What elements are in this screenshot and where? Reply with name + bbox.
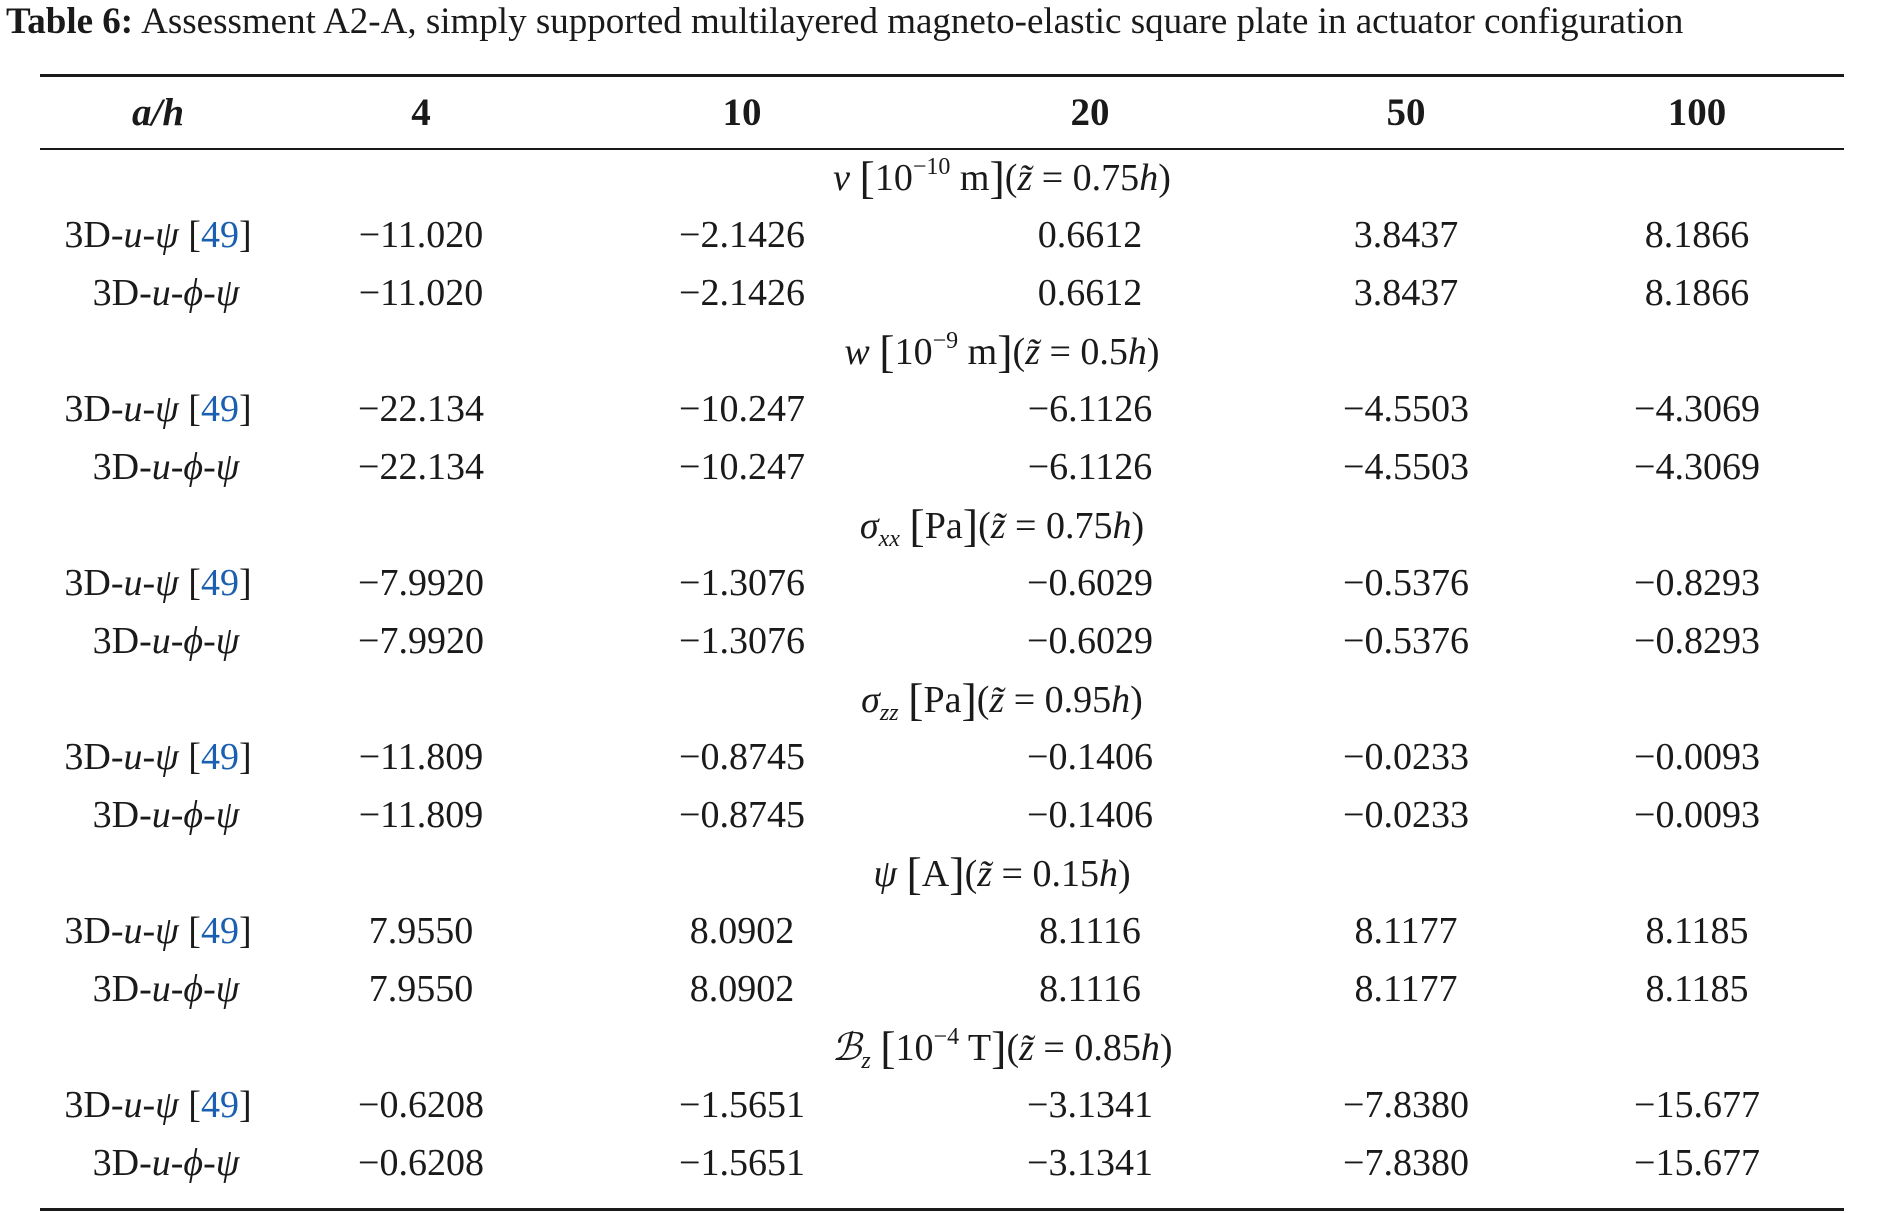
table-caption [6, 0, 1683, 44]
table-cell: −0.0233 [1343, 736, 1469, 778]
method-psi: ψ [155, 1084, 179, 1126]
method-prefix: 3D- [92, 620, 152, 662]
section-heading [40, 496, 1844, 554]
method-dash: - [203, 620, 216, 662]
table-body [40, 148, 1844, 1192]
unit-bracket-open: [ [880, 1021, 896, 1073]
citation-link[interactable]: 49 [200, 910, 239, 952]
method-dash: - [170, 1142, 184, 1184]
paren-open: ( [1006, 1026, 1020, 1069]
method-present [40, 438, 276, 496]
method-dash: - [170, 272, 184, 314]
z-value: = 0.15 [992, 852, 1099, 895]
method-dash: - [142, 562, 156, 604]
citation-close: ] [238, 910, 252, 952]
method-u: u [151, 794, 171, 836]
z-h: h [1139, 156, 1159, 199]
table-cell: −4.5503 [1343, 446, 1469, 488]
table-cell: 7.9550 [368, 968, 474, 1010]
method-u: u [123, 1084, 143, 1126]
method-dash: - [203, 968, 216, 1010]
quantity-symbol: v [833, 156, 851, 199]
method-present [40, 960, 276, 1018]
paren-close: ) [1158, 156, 1171, 199]
unit-name: Pa [923, 678, 962, 721]
table-row [40, 1076, 1844, 1134]
table-cell: 0.6612 [1037, 272, 1143, 314]
citation-link[interactable]: 49 [200, 388, 239, 430]
section-heading-row [40, 844, 1844, 902]
table-cell: 8.1866 [1644, 214, 1750, 256]
table-cell: −0.1406 [1027, 736, 1153, 778]
table-cell: −7.8380 [1343, 1084, 1469, 1126]
method-phi: ϕ [183, 1142, 204, 1184]
citation-close: ] [238, 736, 252, 778]
method-dash: - [170, 620, 184, 662]
citation-close: ] [238, 214, 252, 256]
unit-bracket-close: ] [961, 673, 977, 725]
unit-bracket-open: [ [906, 847, 922, 899]
unit-exponent: −4 [933, 1023, 960, 1050]
method-reference [40, 1076, 276, 1134]
table-cell: −0.6029 [1027, 620, 1153, 662]
method-u: u [123, 910, 143, 952]
section-heading-row [40, 670, 1844, 728]
table-cell: −0.8745 [679, 794, 805, 836]
paren-open: ( [976, 678, 990, 721]
z-value: = 0.5 [1039, 330, 1128, 373]
table-cell: 8.1866 [1644, 272, 1750, 314]
method-u: u [151, 272, 171, 314]
method-dash: - [203, 272, 216, 314]
table-cell: −11.809 [358, 794, 484, 836]
table-cell: −10.247 [679, 388, 805, 430]
method-dash: - [142, 214, 156, 256]
table-cell: 3.8437 [1353, 272, 1459, 314]
unit-bracket-open: [ [909, 499, 925, 551]
unit-bracket-close: ] [962, 499, 979, 551]
method-reference [40, 902, 276, 960]
table-row [40, 554, 1844, 612]
table-row [40, 1134, 1844, 1192]
method-reference [40, 206, 276, 264]
method-phi: ϕ [183, 794, 204, 836]
unit-name: T [959, 1026, 992, 1069]
method-prefix: 3D- [92, 794, 152, 836]
citation-close: ] [238, 562, 252, 604]
unit-bracket-close: ] [989, 151, 1005, 203]
table-cell: −0.0233 [1343, 794, 1469, 836]
paren-close: ) [1131, 504, 1145, 547]
citation-link[interactable]: 49 [200, 1084, 239, 1126]
unit-bracket-close: ] [991, 1021, 1007, 1073]
header-col: 10 [722, 90, 762, 134]
table-cell: −4.5503 [1343, 388, 1469, 430]
paren-open: ( [964, 852, 978, 895]
quantity-symbol: ψ [873, 852, 897, 895]
table-cell: 7.9550 [368, 910, 474, 952]
table-cell: −1.5651 [679, 1084, 805, 1126]
paren-close: ) [1130, 678, 1143, 721]
method-psi: ψ [155, 388, 179, 430]
method-dash: - [170, 968, 184, 1010]
method-prefix: 3D- [64, 910, 124, 952]
z-symbol: z̃ [990, 504, 1006, 547]
table-cell: 8.1116 [1039, 910, 1141, 952]
header-row [40, 76, 1844, 148]
method-u: u [123, 214, 143, 256]
table-cell: −0.6029 [1027, 562, 1153, 604]
table-cell: −15.677 [1634, 1142, 1760, 1184]
table-cell: −0.0093 [1634, 736, 1760, 778]
quantity-symbol: w [844, 330, 870, 373]
section-heading-row [40, 322, 1844, 380]
unit-name: A [921, 852, 950, 895]
table-cell: −6.1126 [1027, 446, 1153, 488]
table-cell: −0.8293 [1634, 562, 1760, 604]
method-u: u [123, 562, 143, 604]
citation-open: [ [178, 562, 201, 604]
header-col: 20 [1070, 90, 1110, 134]
method-present [40, 264, 276, 322]
method-phi: ϕ [183, 620, 204, 662]
unit-name: Pa [924, 504, 963, 547]
table-cell: 8.1177 [1354, 968, 1458, 1010]
header-a-over-h: a/h [131, 90, 185, 134]
quantity-symbol: σ [861, 678, 880, 721]
unit-base: 10 [894, 330, 933, 373]
method-reference [40, 554, 276, 612]
unit-name: m [958, 330, 998, 373]
method-phi: ϕ [183, 272, 204, 314]
unit-bracket-close: ] [949, 847, 965, 899]
table-cell: −3.1341 [1027, 1084, 1153, 1126]
table-label: Table 6: [6, 1, 134, 42]
table-cell: 3.8437 [1353, 214, 1459, 256]
paren-close: ) [1159, 1026, 1173, 1069]
section-heading [40, 148, 1844, 206]
z-value: = 0.95 [1004, 678, 1112, 721]
method-reference [40, 380, 276, 438]
table-cell: −2.1426 [679, 214, 805, 256]
method-dash: - [170, 446, 184, 488]
table-cell: −22.134 [358, 446, 484, 488]
header-col: 50 [1386, 90, 1426, 134]
quantity-symbol: ℬ [831, 1026, 862, 1069]
method-u: u [123, 736, 143, 778]
section-heading [40, 322, 1844, 380]
method-prefix: 3D- [64, 736, 124, 778]
method-psi: ψ [215, 794, 240, 836]
citation-link[interactable]: 49 [200, 562, 239, 604]
z-h: h [1140, 1026, 1160, 1069]
method-dash: - [142, 388, 156, 430]
paren-open: ( [1004, 156, 1018, 199]
citation-link[interactable]: 49 [200, 736, 239, 778]
method-prefix: 3D- [64, 1084, 124, 1126]
method-psi: ψ [155, 562, 179, 604]
method-u: u [151, 446, 171, 488]
table-cell: −7.8380 [1343, 1142, 1469, 1184]
quantity-subscript: zz [879, 699, 899, 726]
z-symbol: z̃ [1017, 156, 1033, 199]
z-symbol: z̃ [989, 678, 1005, 721]
unit-bracket-open: [ [908, 673, 924, 725]
table-row [40, 612, 1844, 670]
unit-exponent: −9 [932, 327, 959, 354]
paren-close: ) [1117, 852, 1131, 895]
table-cell: −11.020 [358, 272, 484, 314]
table-row [40, 786, 1844, 844]
table-cell: −3.1341 [1027, 1142, 1153, 1184]
method-phi: ϕ [183, 968, 204, 1010]
method-dash: - [142, 910, 156, 952]
method-psi: ψ [215, 620, 240, 662]
method-present [40, 1134, 276, 1192]
table-cell: −0.8745 [679, 736, 805, 778]
section-heading [40, 1018, 1844, 1076]
unit-exponent: −10 [912, 153, 951, 180]
table-cell: 8.1185 [1645, 968, 1749, 1010]
table-cell: −10.247 [679, 446, 805, 488]
z-value: = 0.75 [1032, 156, 1140, 199]
table-row [40, 438, 1844, 496]
table-row [40, 380, 1844, 438]
table-cell: −7.9920 [358, 620, 484, 662]
method-dash: - [142, 736, 156, 778]
caption-text: Assessment A2-A, simply supported multilayered magneto-elastic square plate in actuator configuration [141, 1, 1684, 42]
header-col: 4 [411, 90, 431, 134]
table-cell: −11.809 [358, 736, 484, 778]
table-cell: 8.0902 [689, 968, 795, 1010]
citation-open: [ [178, 388, 201, 430]
table-cell: −0.0093 [1634, 794, 1760, 836]
table-cell: −0.5376 [1343, 562, 1469, 604]
z-h: h [1111, 678, 1131, 721]
table-cell: −22.134 [358, 388, 484, 430]
method-prefix: 3D- [64, 214, 124, 256]
table-row [40, 960, 1844, 1018]
unit-bracket-open: [ [879, 325, 895, 377]
z-symbol: z̃ [1025, 330, 1040, 373]
table-cell: 8.1116 [1039, 968, 1141, 1010]
table-cell: −4.3069 [1634, 446, 1760, 488]
unit-base: 10 [874, 156, 913, 199]
method-dash: - [170, 794, 184, 836]
method-u: u [123, 388, 143, 430]
method-dash: - [203, 794, 216, 836]
quantity-symbol: σ [859, 504, 879, 547]
bottom-rule [40, 1208, 1844, 1211]
table-cell: 0.6612 [1037, 214, 1143, 256]
section-heading-row [40, 496, 1844, 554]
unit-name: m [950, 156, 990, 199]
table-cell: −1.3076 [679, 562, 805, 604]
method-psi: ψ [215, 968, 240, 1010]
table-cell: −0.5376 [1343, 620, 1469, 662]
method-prefix: 3D- [92, 1142, 152, 1184]
table-cell: −7.9920 [358, 562, 484, 604]
results-table [40, 76, 1844, 1192]
method-psi: ψ [155, 736, 179, 778]
table-row [40, 728, 1844, 786]
unit-bracket-close: ] [997, 325, 1013, 377]
table-cell: 8.1177 [1354, 910, 1458, 952]
paren-open: ( [1012, 330, 1026, 373]
section-heading [40, 844, 1844, 902]
method-psi: ψ [215, 1142, 240, 1184]
section-heading-row [40, 148, 1844, 206]
z-h: h [1112, 504, 1132, 547]
table-row [40, 206, 1844, 264]
quantity-subscript: xx [878, 525, 900, 552]
table-cell: −2.1426 [679, 272, 805, 314]
unit-bracket-open: [ [859, 151, 875, 203]
citation-open: [ [178, 910, 201, 952]
z-value: = 0.75 [1005, 504, 1113, 547]
method-u: u [151, 968, 171, 1010]
paren-open: ( [978, 504, 991, 547]
table-cell: 8.1185 [1645, 910, 1749, 952]
table-cell: −1.3076 [679, 620, 805, 662]
method-prefix: 3D- [92, 968, 152, 1010]
quantity-subscript: z [861, 1047, 871, 1074]
citation-link[interactable]: 49 [200, 214, 239, 256]
z-h: h [1098, 852, 1118, 895]
citation-close: ] [238, 388, 252, 430]
z-value: = 0.85 [1033, 1026, 1141, 1069]
method-present [40, 786, 276, 844]
method-dash: - [142, 1084, 156, 1126]
table-cell: 8.0902 [689, 910, 795, 952]
method-phi: ϕ [183, 446, 204, 488]
unit-base: 10 [895, 1026, 934, 1069]
method-present [40, 612, 276, 670]
method-psi: ψ [215, 446, 240, 488]
method-dash: - [203, 446, 216, 488]
method-reference [40, 728, 276, 786]
table-cell: −0.6208 [358, 1084, 484, 1126]
z-symbol: z̃ [977, 852, 993, 895]
table-cell: −0.1406 [1027, 794, 1153, 836]
table-cell: −1.5651 [679, 1142, 805, 1184]
method-psi: ψ [215, 272, 240, 314]
method-dash: - [203, 1142, 216, 1184]
table-row [40, 264, 1844, 322]
table-cell: −0.6208 [358, 1142, 484, 1184]
section-heading-row [40, 1018, 1844, 1076]
table-cell: −6.1126 [1027, 388, 1153, 430]
table-row [40, 902, 1844, 960]
table-cell: −15.677 [1634, 1084, 1760, 1126]
header-col: 100 [1667, 90, 1727, 134]
citation-open: [ [178, 214, 201, 256]
table-cell: −11.020 [358, 214, 484, 256]
section-heading [40, 670, 1844, 728]
paren-close: ) [1146, 330, 1160, 373]
method-prefix: 3D- [64, 388, 124, 430]
method-prefix: 3D- [92, 446, 152, 488]
citation-close: ] [238, 1084, 252, 1126]
table-cell: −4.3069 [1634, 388, 1760, 430]
citation-open: [ [178, 1084, 201, 1126]
method-psi: ψ [155, 214, 179, 256]
method-u: u [151, 620, 171, 662]
method-prefix: 3D- [92, 272, 152, 314]
citation-open: [ [178, 736, 201, 778]
table-cell: −0.8293 [1634, 620, 1760, 662]
method-psi: ψ [155, 910, 179, 952]
z-symbol: z̃ [1019, 1026, 1034, 1069]
z-h: h [1127, 330, 1147, 373]
method-u: u [151, 1142, 171, 1184]
method-prefix: 3D- [64, 562, 124, 604]
